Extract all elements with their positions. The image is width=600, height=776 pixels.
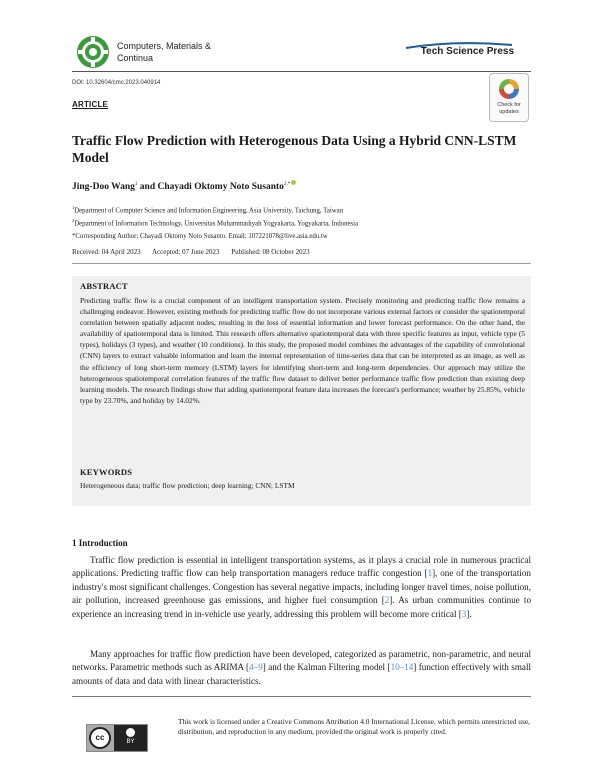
author-affiliation-mark: 2,*	[283, 182, 291, 187]
check-for-updates-badge[interactable]	[489, 73, 529, 122]
keywords-text: Heterogeneous data; traffic flow prediction; deep learning; CNN; LSTM	[80, 481, 295, 490]
paragraph-text: ]. As urban communities continue to experience an increasing trend in in-vehicle use yearly, addressing this problem will become more critical [	[72, 595, 532, 619]
intro-paragraph-1	[72, 554, 531, 621]
paragraph-text: ] function effectively with small amounts of data and data with linear characteristics.	[72, 662, 531, 686]
abstract-text: Predicting traffic flow is a crucial component of an intelligent transportation system. Precisely monitoring and predicting traffic flow remains a challenging endeavor. However, existing methods for predicting traffic flow do not incorporate various external factors or consider the spatiotemporal correlation between spatially adjacent nodes, resulting in the loss of essential information and lower forecast performance. On the other hand, the availability of spatiotemporal data is limited. This research offers alternative spatiotemporal data with three specific features as input, vehicle type (5 types), holidays (3 types), and weather (10 conditions). In this study, the proposed model combines the advantages of the capability of convolutional (CNN) layers to extract valuable information and learn the internal representation of time-series data that can be interpreted as an image, as well as the efficiency of long short-term memory (LSTM) layers for identifying short-term and long-term dependencies. Our approach may utilize the heterogeneous spatiotemporal correlation features of the traffic flow dataset to deliver better performance traffic flow prediction than existing deep learning models. The research findings show that adding spatiotemporal feature data increases the forecast's performance; weather by 25.85%, vehicle type by 23.70%, and holiday by 14.02%.	[80, 296, 525, 405]
author-name: Chayadi Oktomy Noto Susanto	[157, 182, 284, 193]
affiliation-mark: 1	[72, 205, 75, 210]
publication-dates	[72, 248, 320, 256]
attribution-icon	[114, 725, 147, 751]
by-label: BY	[126, 739, 135, 745]
badge-label-line2: updates	[499, 108, 519, 115]
paragraph-text: Traffic flow prediction is essential in intelligent transportation systems, as it plays a crucial role in numerous practical applications. Predicting traffic flow can help transportation managers reduce traffic congestion [	[72, 555, 531, 579]
paragraph-text: ] and the Kalman Filtering model [	[262, 662, 391, 673]
paragraph-text: Many approaches for traffic flow prediction have been developed, categorized as parametric, non-parametric, and neural networks. Parametric methods such as ARIMA [	[72, 649, 531, 673]
cc-icon: cc	[89, 727, 111, 749]
journal-name-line1: Computers, Materials &	[117, 41, 212, 51]
keywords-heading: KEYWORDS	[80, 467, 133, 477]
cc-by-license-badge[interactable]	[86, 724, 148, 752]
author-conjunction: and	[139, 182, 156, 193]
citation-link[interactable]: 10–14	[390, 662, 414, 673]
badge-label	[490, 102, 528, 115]
header-divider	[72, 71, 531, 72]
crossmark-icon	[499, 79, 519, 99]
published-date: Published: 08 October 2023	[231, 248, 310, 256]
accepted-date: Accepted: 07 June 2023	[152, 248, 220, 256]
author-name: Jing-Doo Wang	[72, 182, 135, 193]
affiliation-1	[72, 205, 343, 214]
citation-link[interactable]: 1	[427, 568, 433, 579]
affiliation-2	[72, 218, 358, 227]
doi[interactable]: DOI: 10.32604/cmc.2023.040914	[72, 80, 161, 86]
section-heading-introduction: 1 Introduction	[72, 538, 128, 548]
person-icon	[126, 728, 135, 737]
badge-label-line1: Check for	[497, 102, 521, 108]
journal-logo-gear-icon	[76, 35, 110, 69]
paragraph-text: ].	[466, 608, 472, 619]
citation-link[interactable]: 2	[384, 595, 390, 606]
author-affiliation-mark: 1	[134, 182, 138, 187]
received-date: Received: 04 April 2023	[72, 248, 141, 256]
author-list	[72, 180, 296, 192]
journal-name-line2: Continua	[117, 53, 154, 63]
affiliation-mark: 2	[72, 218, 75, 223]
dates-divider	[72, 263, 531, 264]
intro-paragraph-2	[72, 648, 531, 688]
affiliation-text: Department of Information Technology, Universitas Muhammadiyah Yogyakarta, Yogyakarta, Indonesia	[74, 220, 359, 228]
publisher-name: Tech Science Press	[420, 46, 514, 57]
article-type: ARTICLE	[72, 100, 109, 109]
footer-divider	[72, 696, 531, 697]
abstract-heading: ABSTRACT	[80, 281, 128, 291]
citation-link[interactable]: 3	[461, 608, 467, 619]
orcid-icon[interactable]	[291, 180, 296, 185]
paper-title: Traffic Flow Prediction with Heterogenous Data Using a Hybrid CNN-LSTM Model	[72, 133, 517, 165]
license-text: This work is licensed under a Creative Commons Attribution 4.0 International License, which permits unrestricted use, distribution, and reproduction in any medium, provided the original work is properly cited.	[178, 717, 530, 737]
paragraph-text: ], one of the transportation industry's most significant challenges. Congestion has several negative impacts, including longer travel times, noise pollution, air pollution, increased greenhouse gas emissions, and higher fuel consumption [	[72, 568, 531, 606]
affiliation-text: Department of Computer Science and Information Engineering, Asia University, Taichung, Taiwan	[74, 207, 344, 215]
citation-link[interactable]: 4–9	[249, 662, 263, 673]
corresponding-author: *Corresponding Author: Chayadi Oktomy Noto Susanto. Email: 107221078@live.asia.edu.tw	[72, 233, 328, 240]
journal-name	[117, 40, 211, 64]
